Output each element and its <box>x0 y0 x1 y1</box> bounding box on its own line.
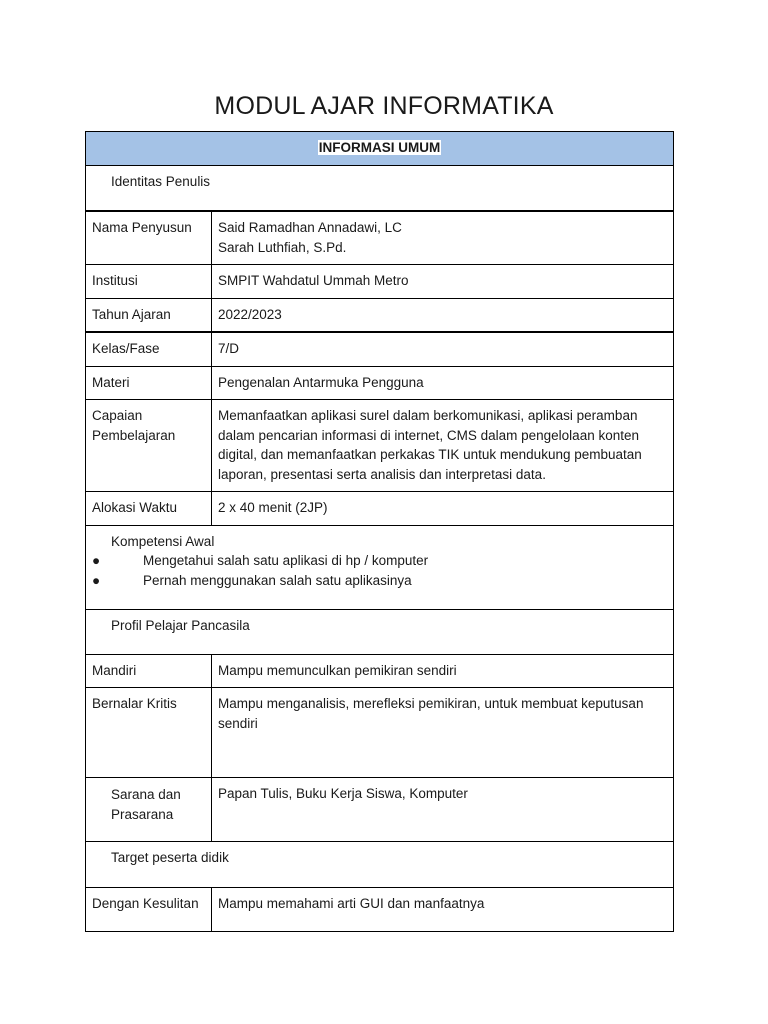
table-row <box>86 298 674 332</box>
row-label: Nama Penyusun <box>86 211 212 265</box>
table-row <box>86 265 674 299</box>
section-row-profil <box>86 609 674 654</box>
table-row <box>86 888 674 932</box>
section-kompetensi <box>86 525 674 609</box>
row-value: 2 x 40 menit (2JP) <box>212 492 674 526</box>
row-value: Papan Tulis, Buku Kerja Siswa, Komputer <box>212 778 674 842</box>
row-value: Mampu menganalisis, merefleksi pemikiran, untuk membuat keputusan sendiri <box>212 688 674 778</box>
bullet-icon: ● <box>92 553 101 568</box>
row-value: Memanfaatkan aplikasi surel dalam berkomunikasi, aplikasi peramban dalam pencarian informasi di internet, CMS dalam pengelolaan konten digital, dan memanfaatkan perkakas TIK untuk mendukung pembuatan laporan, presentasi serta analisis dan interpretasi data. <box>212 400 674 492</box>
info-table <box>85 131 674 932</box>
row-label: Institusi <box>86 265 212 299</box>
row-label: Tahun Ajaran <box>86 298 212 332</box>
section-profil: Profil Pelajar Pancasila <box>86 609 674 654</box>
bullet-icon: ● <box>92 572 101 588</box>
table-row <box>86 654 674 688</box>
list-item: ● Mengetahui salah satu aplikasi di hp / komputer <box>92 551 667 571</box>
section-target: Target peserta didik <box>86 842 674 888</box>
row-value <box>212 211 674 265</box>
row-value: 7/D <box>212 332 674 366</box>
table-row <box>86 366 674 400</box>
kompetensi-heading: Kompetensi Awal <box>111 533 215 549</box>
table-row <box>86 688 674 778</box>
section-row-identitas <box>86 166 674 212</box>
section-identitas: Identitas Penulis <box>86 166 674 212</box>
row-value: Mampu memunculkan pemikiran sendiri <box>212 654 674 688</box>
section-row-target <box>86 842 674 888</box>
row-label: Sarana dan Prasarana <box>86 778 212 842</box>
row-label: Alokasi Waktu <box>86 492 212 526</box>
row-label: Dengan Kesulitan <box>86 888 212 932</box>
row-label: Mandiri <box>86 654 212 688</box>
table-header-cell <box>86 132 674 166</box>
table-row <box>86 332 674 366</box>
row-label: Materi <box>86 366 212 400</box>
table-row <box>86 778 674 842</box>
penyusun-line-1: Said Ramadhan Annadawi, LC <box>218 220 402 235</box>
table-row <box>86 211 674 265</box>
table-header-label: INFORMASI UMUM <box>318 140 441 155</box>
section-row-kompetensi <box>86 525 674 609</box>
row-label: Capaian Pembelajaran <box>86 400 212 492</box>
table-row <box>86 400 674 492</box>
row-value: 2022/2023 <box>212 298 674 332</box>
row-value: SMPIT Wahdatul Ummah Metro <box>212 265 674 299</box>
kompetensi-list <box>92 551 667 590</box>
table-header-row <box>86 132 674 166</box>
list-item: ● Pernah menggunakan salah satu aplikasinya <box>92 571 667 591</box>
table-row <box>86 492 674 526</box>
row-value: Pengenalan Antarmuka Pengguna <box>212 366 674 400</box>
page-title: MODUL AJAR INFORMATIKA <box>214 92 554 120</box>
row-value: Mampu memahami arti GUI dan manfaatnya <box>212 888 674 932</box>
penyusun-line-2: Sarah Luthfiah, S.Pd. <box>218 239 347 255</box>
row-label: Kelas/Fase <box>86 332 212 366</box>
row-label: Bernalar Kritis <box>86 688 212 778</box>
